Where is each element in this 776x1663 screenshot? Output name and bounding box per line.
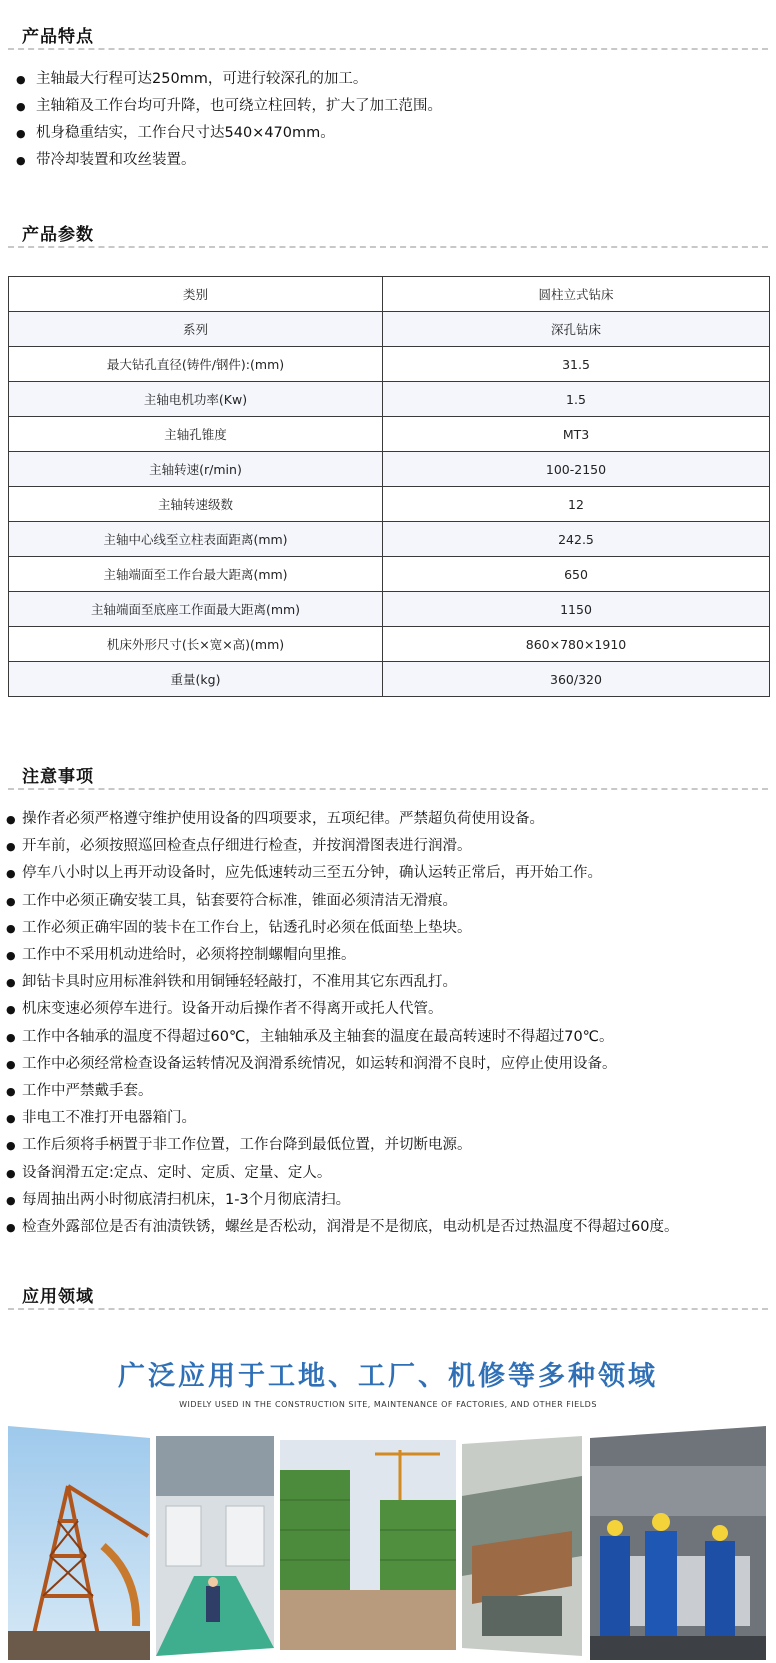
list-item: ● 带冷却装置和攻丝装置。 [14,147,442,174]
banner-subtitle: WIDELY USED IN THE CONSTRUCTION SITE, MAINTENANCE OF FACTORIES, AND OTHER FIELDS [179,1400,597,1409]
notes-list [6,806,678,1241]
features-heading: 产品特点 [22,27,94,47]
table-row [9,662,770,697]
table-row [9,417,770,452]
table-row [9,557,770,592]
list-item: ● 工作后须将手柄置于非工作位置，工作台降到最低位置，并切断电源。 [6,1132,678,1159]
param-value: 360/320 [383,662,770,697]
param-key: 最大钻孔直径(铸件/钢件):(mm) [9,347,383,382]
list-item: ● 检查外露部位是否有油渍铁锈，螺丝是否松动，润滑是不是彻底，电动机是否过热温度不得超过60度。 [6,1214,678,1241]
table-row [9,277,770,312]
list-item: ● 设备润滑五定:定点、定时、定质、定量、定人。 [6,1160,678,1187]
params-heading: 产品参数 [22,225,94,245]
param-value: 650 [383,557,770,592]
list-item: ● 主轴最大行程可达250mm，可进行较深孔的加工。 [14,66,442,93]
list-item: ● 非电工不准打开电器箱门。 [6,1105,678,1132]
application-heading: 应用领域 [22,1287,94,1307]
param-key: 主轴转速(r/min) [9,452,383,487]
list-item: ● 操作者必须严格遵守维护使用设备的四项要求，五项纪律。严禁超负荷使用设备。 [6,806,678,833]
list-item: ● 工作中各轴承的温度不得超过60℃，主轴轴承及主轴套的温度在最高转速时不得超过70℃。 [6,1024,678,1051]
param-value: 1.5 [383,382,770,417]
param-key: 主轴端面至底座工作面最大距离(mm) [9,592,383,627]
factory-photo [156,1436,274,1656]
table-row [9,347,770,382]
application-banner [0,1340,776,1663]
table-row [9,592,770,627]
maintenance-photo [462,1436,582,1656]
list-item: ● 工作中严禁戴手套。 [6,1078,678,1105]
list-item: ● 工作中不采用机动进给时，必须将控制螺帽向里推。 [6,942,678,969]
list-item: ● 工作必须正确牢固的装卡在工作台上，钻透孔时必须在低面垫上垫块。 [6,915,678,942]
list-item: ● 机身稳重结实，工作台尺寸达540×470mm。 [14,120,442,147]
param-key: 系列 [9,312,383,347]
table-row [9,627,770,662]
table-row [9,452,770,487]
table-row [9,312,770,347]
param-key: 机床外形尺寸(长×宽×高)(mm) [9,627,383,662]
param-value: 12 [383,487,770,522]
param-key: 主轴孔锥度 [9,417,383,452]
param-value: 圆柱立式钻床 [383,277,770,312]
param-value: 1150 [383,592,770,627]
list-item: ● 主轴箱及工作台均可升降，也可绕立柱回转，扩大了加工范围。 [14,93,442,120]
list-item: ● 开车前，必须按照巡回检查点仔细进行检查，并按润滑图表进行润滑。 [6,833,678,860]
table-row [9,522,770,557]
param-value: 100-2150 [383,452,770,487]
workers-photo [590,1426,766,1660]
construction-photo [280,1440,456,1650]
param-key: 重量(kg) [9,662,383,697]
notes-heading: 注意事项 [22,767,94,787]
param-key: 主轴转速级数 [9,487,383,522]
crane-photo [8,1426,150,1660]
param-value: 242.5 [383,522,770,557]
list-item: ● 停车八小时以上再开动设备时，应先低速转动三至五分钟，确认运转正常后，再开始工作。 [6,860,678,887]
list-item: ● 机床变速必须停车进行。设备开动后操作者不得离开或托人代管。 [6,996,678,1023]
divider [8,246,768,248]
table-row [9,382,770,417]
param-key: 类别 [9,277,383,312]
param-value: MT3 [383,417,770,452]
divider [8,1308,768,1310]
features-list [14,66,442,174]
list-item: ● 每周抽出两小时彻底清扫机床，1-3个月彻底清扫。 [6,1187,678,1214]
table-row [9,487,770,522]
param-value: 31.5 [383,347,770,382]
divider [8,48,768,50]
list-item: ● 工作中必须正确安装工具，钻套要符合标准，锥面必须清洁无滑痕。 [6,888,678,915]
divider [8,788,768,790]
param-value: 860×780×1910 [383,627,770,662]
list-item: ● 工作中必须经常检查设备运转情况及润滑系统情况，如运转和润滑不良时，应停止使用设备。 [6,1051,678,1078]
param-key: 主轴电机功率(Kw) [9,382,383,417]
param-key: 主轴端面至工作台最大距离(mm) [9,557,383,592]
param-value: 深孔钻床 [383,312,770,347]
banner-title: 广泛应用于工地、工厂、机修等多种领域 [118,1361,658,1392]
list-item: ● 卸钻卡具时应用标准斜铁和用铜锤轻轻敲打，不准用其它东西乱打。 [6,969,678,996]
params-table [8,276,770,697]
param-key: 主轴中心线至立柱表面距离(mm) [9,522,383,557]
